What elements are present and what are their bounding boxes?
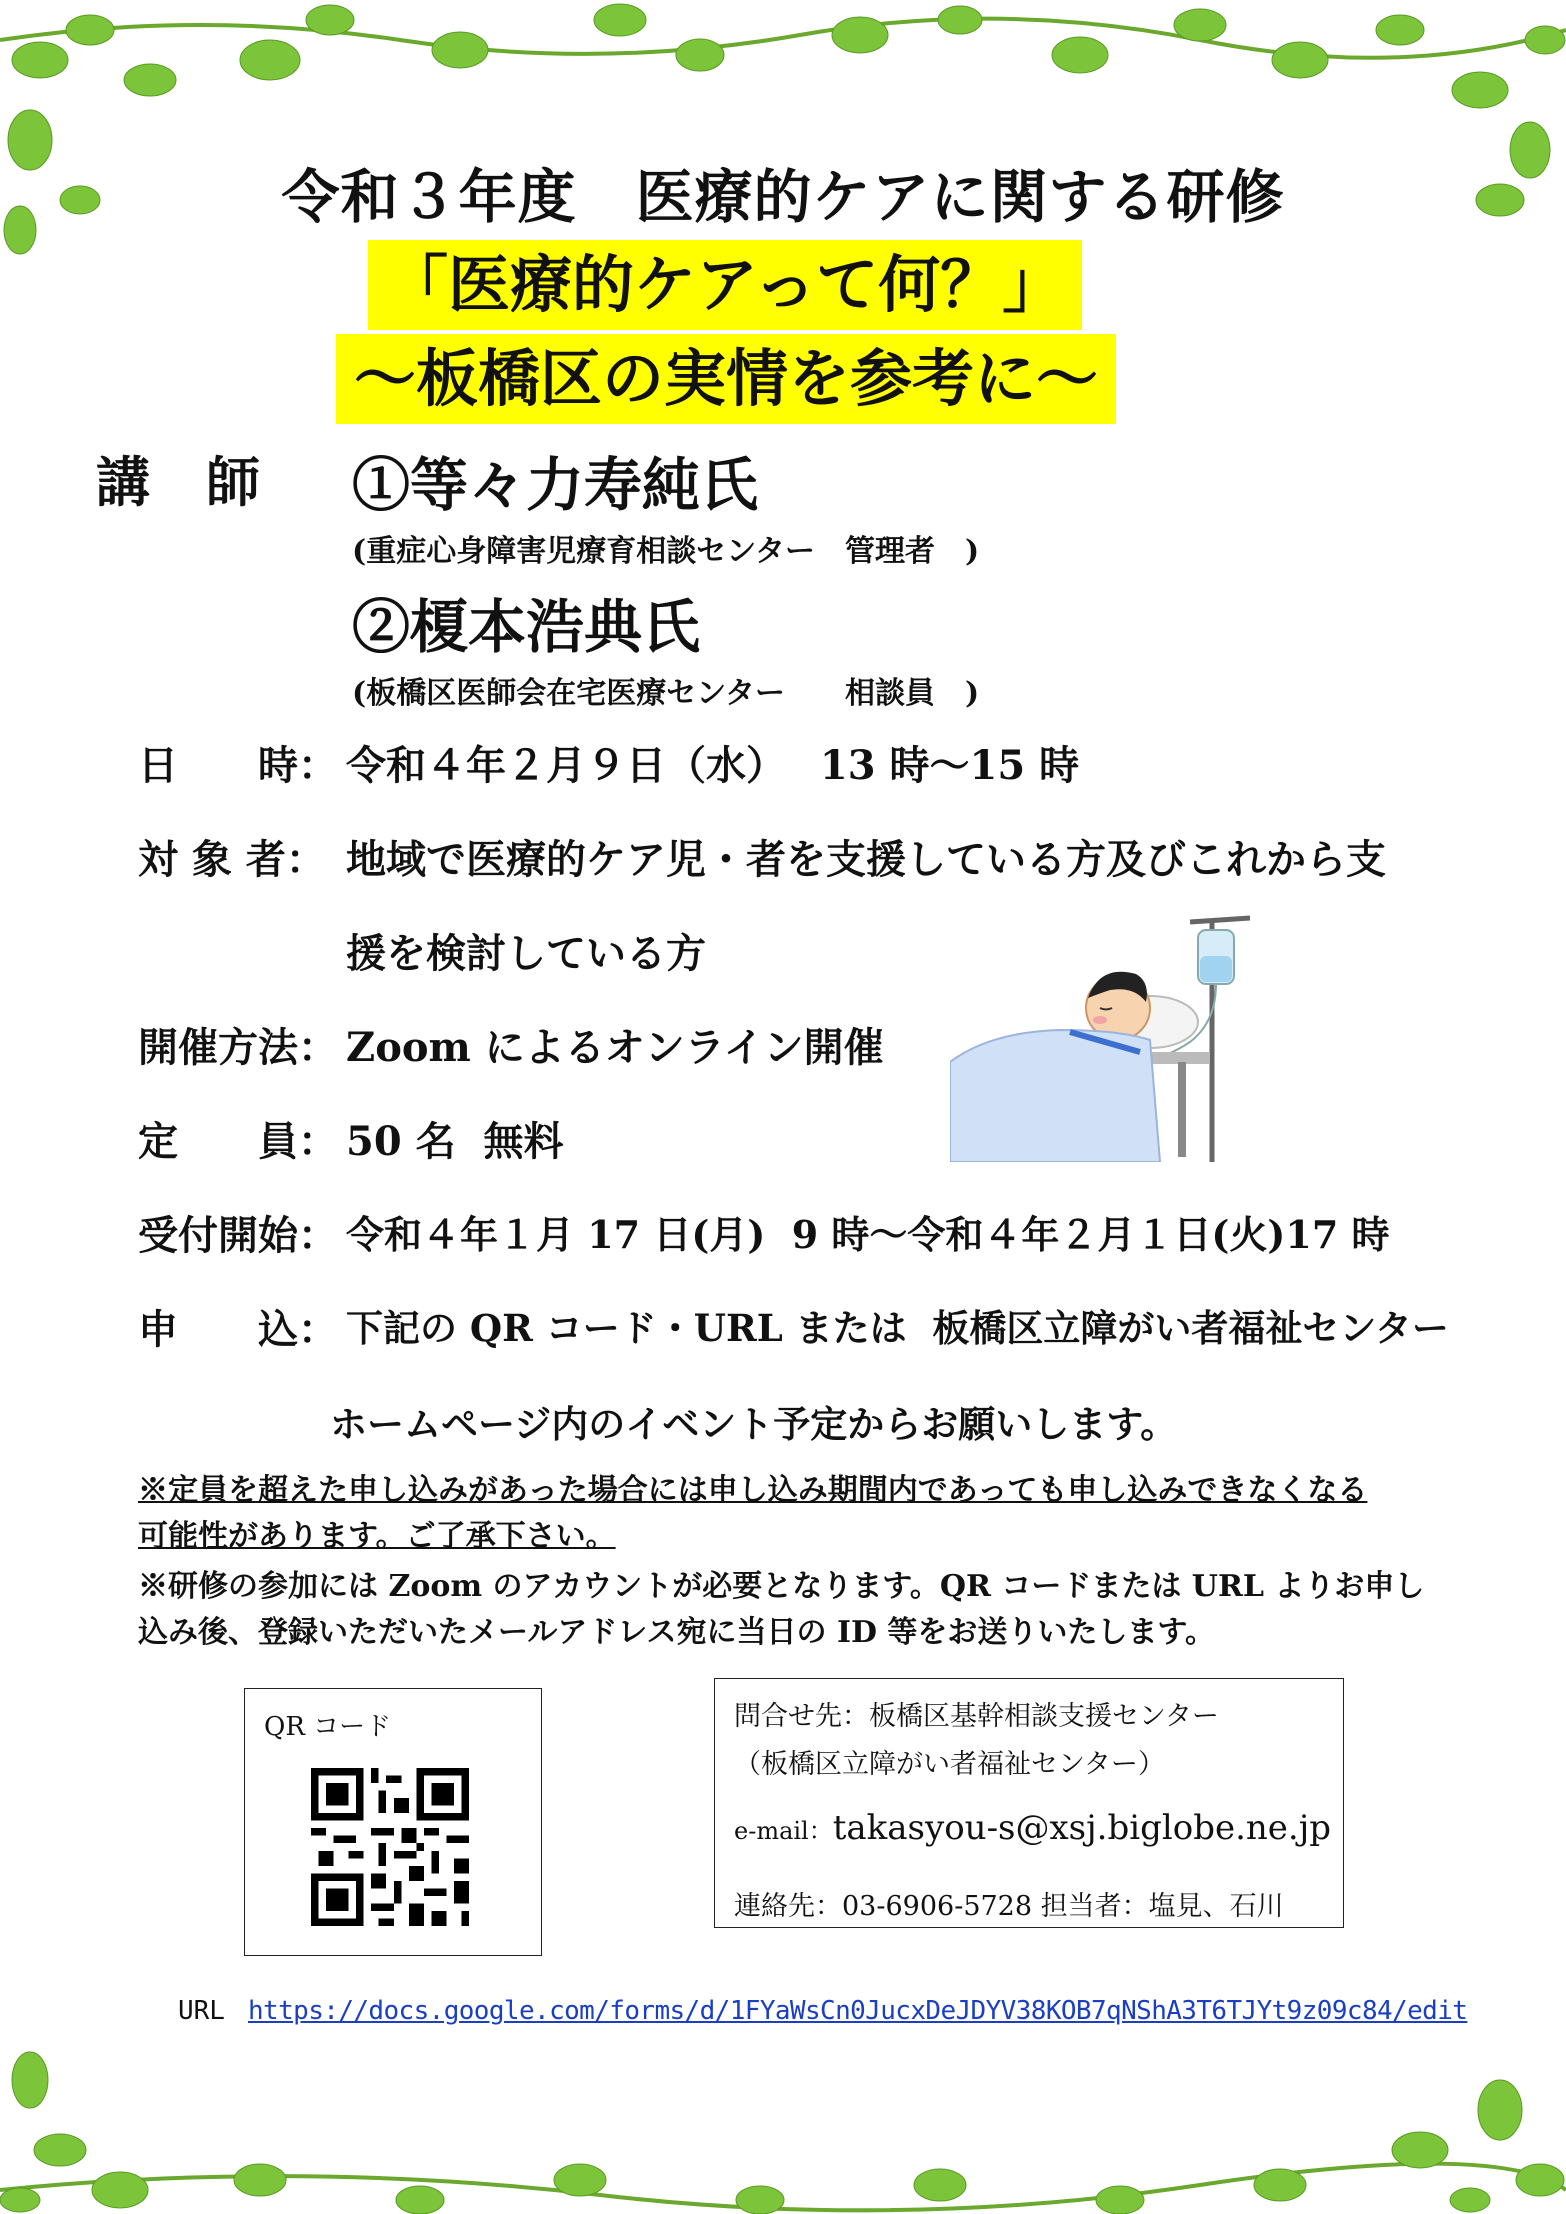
page-title: 令和３年度 医療的ケアに関する研修: [281, 163, 1285, 231]
contact-phone-line: 連絡先：03-6906-5728 担当者：塩見、石川: [734, 1891, 1284, 1922]
lecturer-2-name: ②榎本浩典氏: [352, 593, 701, 661]
capacity-value: 50 名 無料: [346, 1118, 564, 1165]
lecturer-1-affiliation: (重症心身障害児療育相談センター 管理者 ): [352, 534, 980, 569]
lecturer-1-name: ①等々力寿純氏: [352, 451, 759, 519]
target-value-cont: 援を検討している方: [346, 930, 706, 977]
datetime-value: 令和４年２月９日（水） 13 時～15 時: [346, 742, 1080, 789]
email-label: e-mail：: [734, 1817, 833, 1845]
subtitle-line-2: ～板橋区の実情を参考に～: [336, 334, 1116, 424]
email-address[interactable]: takasyou-s@xsj.biglobe.ne.jp: [832, 1808, 1332, 1848]
capacity-note-line-2: 可能性があります。ご了承下さい。: [138, 1519, 616, 1554]
contact-email-row: [734, 1808, 1331, 1848]
reception-value: 令和４年１月 17 日(月) 9 時～令和４年２月１日(火)17 時: [346, 1212, 1390, 1257]
datetime-label: 日 時：: [138, 742, 338, 789]
form-url-link[interactable]: https://docs.google.com/forms/d/1FYaWsCn0JucxDeJDYV38KOB7qNShA3T6TJYt9z09c84/edit: [248, 1996, 1468, 2026]
zoom-note-line-2: 込み後、登録いただいたメールアドレス宛に当日の ID 等をお送りいたします。: [138, 1615, 1216, 1650]
method-value: Zoom によるオンライン開催: [346, 1024, 884, 1071]
method-label: 開催方法：: [138, 1024, 338, 1071]
capacity-label: 定 員：: [138, 1118, 338, 1165]
patient-in-bed-with-iv-icon: [950, 912, 1250, 1162]
url-label: URL: [178, 1996, 225, 2026]
capacity-note-line-1: ※定員を超えた申し込みがあった場合には申し込み期間内であっても申し込みできなくなる: [138, 1473, 1368, 1508]
lecturer-label: 講師: [96, 450, 316, 514]
qr-code-label: QR コード: [264, 1712, 392, 1742]
apply-value: 下記の QR コード・URL または 板橋区立障がい者福祉センター: [346, 1306, 1449, 1350]
target-value: 地域で医療的ケア児・者を支援している方及びこれから支: [346, 836, 1386, 883]
apply-label: 申 込：: [138, 1306, 338, 1353]
target-label: 対 象 者：: [138, 836, 326, 883]
zoom-note-line-1: ※研修の参加には Zoom のアカウントが必要となります。QR コードまたは URL よりお申し: [138, 1569, 1425, 1604]
contact-line-1: 問合せ先：板橋区基幹相談支援センター: [734, 1701, 1219, 1732]
reception-label: 受付開始：: [138, 1212, 338, 1259]
lecturer-2-affiliation: (板橋区医師会在宅医療センター 相談員 ): [352, 676, 980, 711]
contact-line-2: （板橋区立障がい者福祉センター）: [734, 1749, 1165, 1780]
apply-value-cont: ホームページ内のイベント予定からお願いします。: [330, 1402, 1178, 1446]
subtitle-line-1: 「医療的ケアって何？」: [368, 240, 1082, 330]
qr-code-icon[interactable]: [306, 1768, 474, 1926]
